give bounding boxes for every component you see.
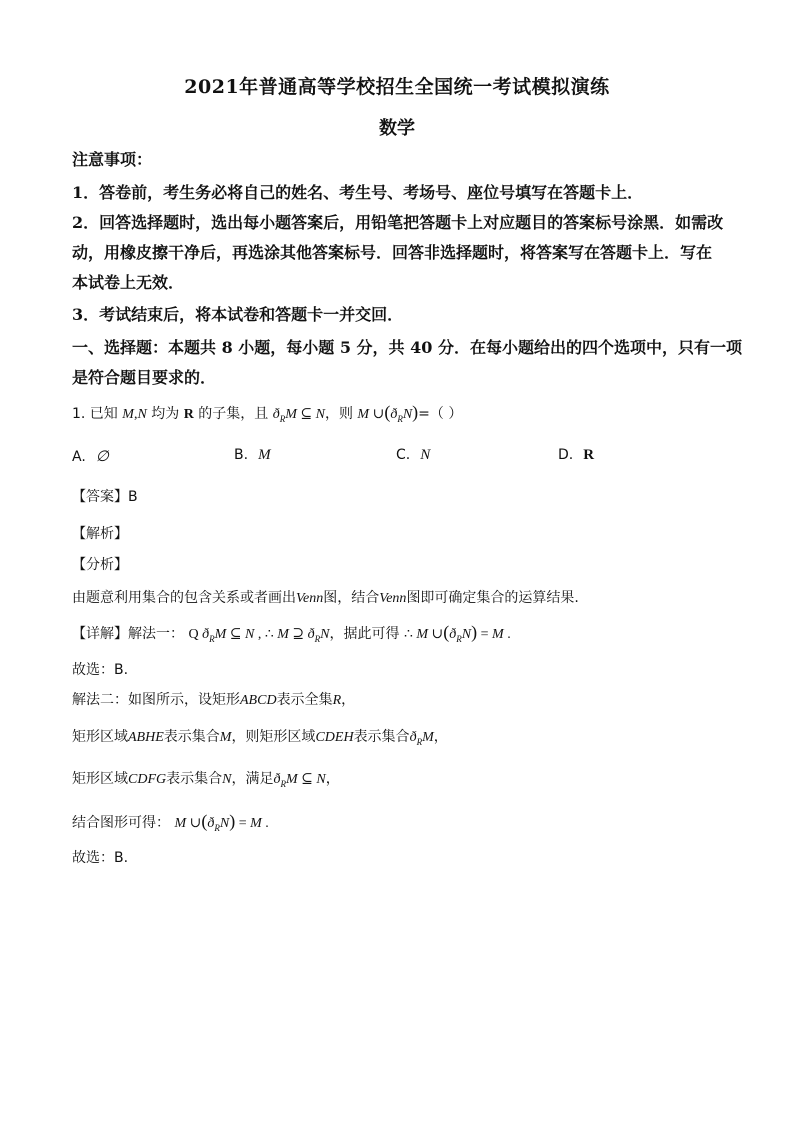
math-expression: $ð_RM$ ⊆ N xyxy=(272,407,325,424)
page-title: 2021年普通高等学校招生全国统一考试模拟演练 xyxy=(184,76,610,98)
question-1-stem: 1. 已知 M,N 均为 R 的子集，且 $ð_RM$ ⊆ N，则 M $\cup(ð_RN)=$（ ） xyxy=(72,402,463,424)
section-heading-line-2: 是符合题目要求的． xyxy=(72,368,217,387)
math-expression: R xyxy=(183,407,194,422)
notice-item-2-line-2: 动，用橡皮擦干净后，再选涂其他答案标号．回答非选择题时，将答案写在答题卡上．写在 xyxy=(72,243,713,262)
notice-item-2-line-1: 2．回答选择题时，选出每小题答案后，用铅笔把答题卡上对应题目的答案标号涂黑．如需改 xyxy=(72,213,724,232)
cdfg-line: 矩形区域CDFG表示集合N，满足$ð_RM$ ⊆ N， xyxy=(72,771,340,789)
fenxi-tag: 【分析】 xyxy=(72,557,128,573)
math-expression: Q $ð_RM$ ⊆ N , ∴ M ⊇ $ð_RN$ xyxy=(188,627,330,644)
math-expression: M xyxy=(122,407,134,422)
combine-line: 结合图形可得： M $\cup(ð_RN) = M$ . xyxy=(72,811,269,833)
conclusion-1: 故选：B. xyxy=(72,662,129,678)
method-2-line: 解法二：如图所示，设矩形ABCD表示全集R， xyxy=(72,692,356,708)
detail-line: 【详解】解法一： Q $ð_RM$ ⊆ N , ∴ M ⊇ $ð_RN$，据此可得 ∴ M $\cup(ð_RN) = M$ . xyxy=(72,622,511,644)
analysis-tag: 【解析】 xyxy=(72,526,128,542)
option-b: B. M xyxy=(234,447,271,463)
notice-item-3: 3．考试结束后，将本试卷和答题卡一并交回． xyxy=(72,305,404,324)
fenxi-text: 由题意利用集合的包含关系或者画出Venn图，结合Venn图即可确定集合的运算结果. xyxy=(72,590,579,606)
notice-item-2-line-3: 本试卷上无效． xyxy=(72,273,185,292)
answer-line: 【答案】B xyxy=(72,489,138,505)
abhe-line: 矩形区域ABHE表示集合M，则矩形区域CDEH表示集合$ð_RM$， xyxy=(72,729,448,747)
section-heading-line-1: 一、选择题：本题共 8 小题，每小题 5 分，共 40 分．在每小题给出的四个选项中，只有一项 xyxy=(72,338,742,357)
option-a: A. ∅ xyxy=(72,449,109,465)
option-c: C. N xyxy=(396,447,431,463)
math-expression: $ð_RM$ xyxy=(409,730,434,747)
math-expression: M $\cup(ð_RN) = M$ . xyxy=(174,811,269,833)
math-expression: $ð_RM$ ⊆ N xyxy=(273,772,326,789)
notice-heading: 注意事项： xyxy=(72,150,153,169)
notice-item-1: 1．答卷前，考生务必将自己的姓名、考生号、考场号、座位号填写在答题卡上． xyxy=(72,183,644,202)
conclusion-2: 故选：B. xyxy=(72,850,129,866)
math-expression: M $\cup(ð_RN)$ xyxy=(357,402,419,424)
option-d: D. R xyxy=(558,447,595,463)
subject-title: 数学 xyxy=(379,118,415,139)
math-expression: ∴ M $\cup(ð_RN) = M$ . xyxy=(403,622,511,644)
